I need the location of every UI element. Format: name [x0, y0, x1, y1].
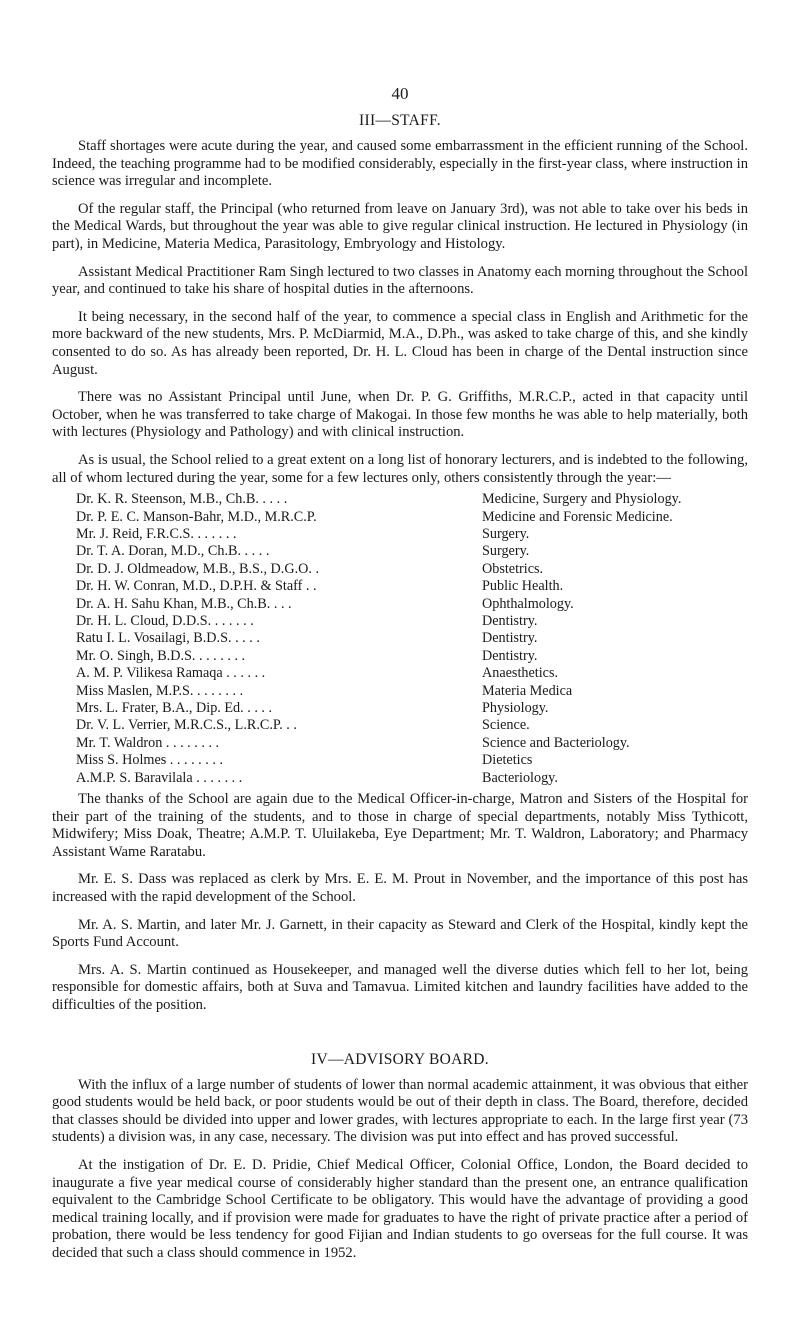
staff-section [52, 112, 748, 1015]
staff-paragraph: Mrs. A. S. Martin continued as Housekeeper, and managed well the diverse duties which fell to her lot, being responsible for domestic affairs, both at Suva and Tamavua. Limited kitchen and laundry facilities have added to the difficulties of the position. [52, 961, 748, 1013]
lecturer-row [76, 596, 748, 613]
lecturer-subject: Science. [482, 717, 530, 734]
lecturer-subject: Ophthalmology. [482, 595, 574, 612]
lecturer-name: Mrs. L. Frater, B.A., Dip. Ed. . . . . [76, 699, 273, 716]
lecturer-name: Mr. J. Reid, F.R.C.S. . . . . . . [76, 525, 237, 542]
lecturer-name: Dr. P. E. C. Manson-Bahr, M.D., M.R.C.P. [76, 508, 317, 525]
lecturer-name: Ratu I. L. Vosailagi, B.D.S. . . . . [76, 630, 260, 647]
lecturer-row [76, 578, 748, 595]
staff-paragraph: As is usual, the School relied to a great extent on a long list of honorary lecturers, and is indebted to the following, all of whom lectured during the year, some for a few lectures only, others consistently through the year:— [52, 451, 748, 486]
staff-paragraph: Mr. A. S. Martin, and later Mr. J. Garnett, in their capacity as Steward and Clerk of the Hospital, kindly kept the Sports Fund Account. [52, 916, 748, 951]
lecturer-subject: Dentistry. [482, 647, 538, 664]
lecturer-subject: Medicine and Forensic Medicine. [482, 508, 673, 525]
lecturer-row [76, 491, 748, 508]
lecturer-name: Mr. T. Waldron . . . . . . . . [76, 734, 220, 751]
lecturer-list [76, 491, 748, 787]
lecturer-row [76, 752, 748, 769]
lecturer-subject: Materia Medica [482, 682, 573, 699]
staff-paragraph: The thanks of the School are again due to the Medical Officer-in-charge, Matron and Sisters of the Hospital for their part of the training of the students, and to those in charge of special departments, notably Miss Tythicott, Midwifery; Miss Doak, Theatre; A.M.P. T. Uluilakeba, Eye Department; Mr. T. Waldron, Laboratory; and Pharmacy Assistant Wame Raratabu. [52, 791, 748, 860]
staff-paragraph: Of the regular staff, the Principal (who returned from leave on January 3rd), was not able to take over his beds in the Medical Wards, but throughout the year was able to give regular clinical instruction. He lectured in Physiology (in part), in Medicine, Materia Medica, Parasitology, Embryology and Histology. [52, 200, 748, 252]
lecturer-row [76, 526, 748, 543]
lecturer-subject: Medicine, Surgery and Physiology. [482, 491, 682, 508]
lecturer-subject: Physiology. [482, 699, 549, 716]
lecturer-subject: Surgery. [482, 525, 530, 542]
lecturer-row [76, 630, 748, 647]
lecturer-name: Dr. H. L. Cloud, D.D.S. . . . . . . [76, 612, 254, 629]
lecturer-subject: Science and Bacteriology. [482, 734, 630, 751]
lecturer-row [76, 683, 748, 700]
lecturer-subject: Dietetics [482, 752, 533, 769]
lecturer-subject: Bacteriology. [482, 769, 558, 786]
lecturer-name: Dr. H. W. Conran, M.D., D.P.H. & Staff . . [76, 578, 317, 595]
lecturer-name: A. M. P. Vilikesa Ramaqa . . . . . . [76, 665, 266, 682]
lecturer-row [76, 509, 748, 526]
staff-heading: III—STAFF. [359, 112, 441, 129]
staff-paragraph: There was no Assistant Principal until June, when Dr. P. G. Griffiths, M.R.C.P., acted in that capacity until October, when he was transferred to take charge of Makogai. In those few months he was able to help materially, both with lectures (Physiology and Pathology) and with clinical instruction. [52, 389, 748, 441]
lecturer-subject: Anaesthetics. [482, 665, 559, 682]
lecturer-row [76, 770, 748, 787]
staff-paragraph: Staff shortages were acute during the year, and caused some embarrassment in the efficient running of the School. Indeed, the teaching programme had to be modified considerably, especially in the first-year class, where instruction in science was irregular and incomplete. [52, 138, 748, 190]
lecturer-subject: Public Health. [482, 578, 564, 595]
board-paragraph: At the instigation of Dr. E. D. Pridie, Chief Medical Officer, Colonial Office, London, the Board decided to inaugurate a five year medical course of considerably higher standard than the present one, an entrance qualification equivalent to the Cambridge School Certificate to be obligatory. This would have the advantage of providing a good medical training locally, and if provision were made for graduates to have the right of private practice after a period of probation, there would be less tendency for good Fijian and Indian students to go overseas for the full course. It was decided that such a class should commence in 1952. [52, 1156, 748, 1261]
staff-paragraph: Assistant Medical Practitioner Ram Singh lectured to two classes in Anatomy each morning throughout the School year, and continued to take his share of hospital duties in the afternoons. [52, 263, 748, 298]
lecturer-row [76, 561, 748, 578]
section-spacer [52, 1025, 748, 1051]
lecturer-subject: Dentistry. [482, 630, 538, 647]
lecturer-name: Dr. V. L. Verrier, M.R.C.S., L.R.C.P. . . [76, 717, 297, 734]
lecturer-subject: Surgery. [482, 543, 530, 560]
lecturer-row [76, 735, 748, 752]
lecturer-row [76, 717, 748, 734]
lecturer-name: Miss Maslen, M.P.S. . . . . . . . [76, 682, 244, 699]
board-paragraph: With the influx of a large number of students of lower than normal academic attainment, it was obvious that either good students would be held back, or poor students would be out of their depth in class. The Board, therefore, decided that classes should be divided into upper and lower grades, with lectures appropriate to each. In the large first year (73 students) a division was, in any case, necessary. The division was put into effect and has proved successful. [52, 1076, 748, 1146]
lecturer-subject: Obstetrics. [482, 560, 544, 577]
staff-paragraph: It being necessary, in the second half of the year, to commence a special class in English and Arithmetic for the more backward of the new students, Mrs. P. McDiarmid, M.A., D.Ph., was asked to take charge of this, and she kindly consented to do so. As has already been reported, Dr. H. L. Cloud has been in charge of the Dental instruction since August. [52, 308, 748, 378]
page-content [52, 112, 748, 1272]
lecturer-name: Dr. K. R. Steenson, M.B., Ch.B. . . . . [76, 491, 288, 508]
lecturer-name: Dr. D. J. Oldmeadow, M.B., B.S., D.G.O. . [76, 560, 320, 577]
lecturer-row [76, 700, 748, 717]
page-number: 40 [391, 84, 409, 103]
lecturer-name: A.M.P. S. Baravilala . . . . . . . [76, 769, 243, 786]
advisory-board-heading: IV—ADVISORY BOARD. [311, 1050, 489, 1068]
lecturer-name: Dr. T. A. Doran, M.D., Ch.B. . . . . [76, 543, 270, 560]
lecturer-row [76, 543, 748, 560]
lecturer-name: Dr. A. H. Sahu Khan, M.B., Ch.B. . . . [76, 595, 292, 612]
lecturer-name: Miss S. Holmes . . . . . . . . [76, 752, 224, 769]
lecturer-name: Mr. O. Singh, B.D.S. . . . . . . . [76, 647, 246, 664]
lecturer-subject: Dentistry. [482, 612, 538, 629]
lecturer-row [76, 613, 748, 630]
staff-paragraph: Mr. E. S. Dass was replaced as clerk by Mrs. E. E. M. Prout in November, and the importance of this post has increased with the rapid development of the School. [52, 871, 748, 905]
lecturer-row [76, 648, 748, 665]
lecturer-row [76, 665, 748, 682]
advisory-board-section [52, 1051, 748, 1263]
